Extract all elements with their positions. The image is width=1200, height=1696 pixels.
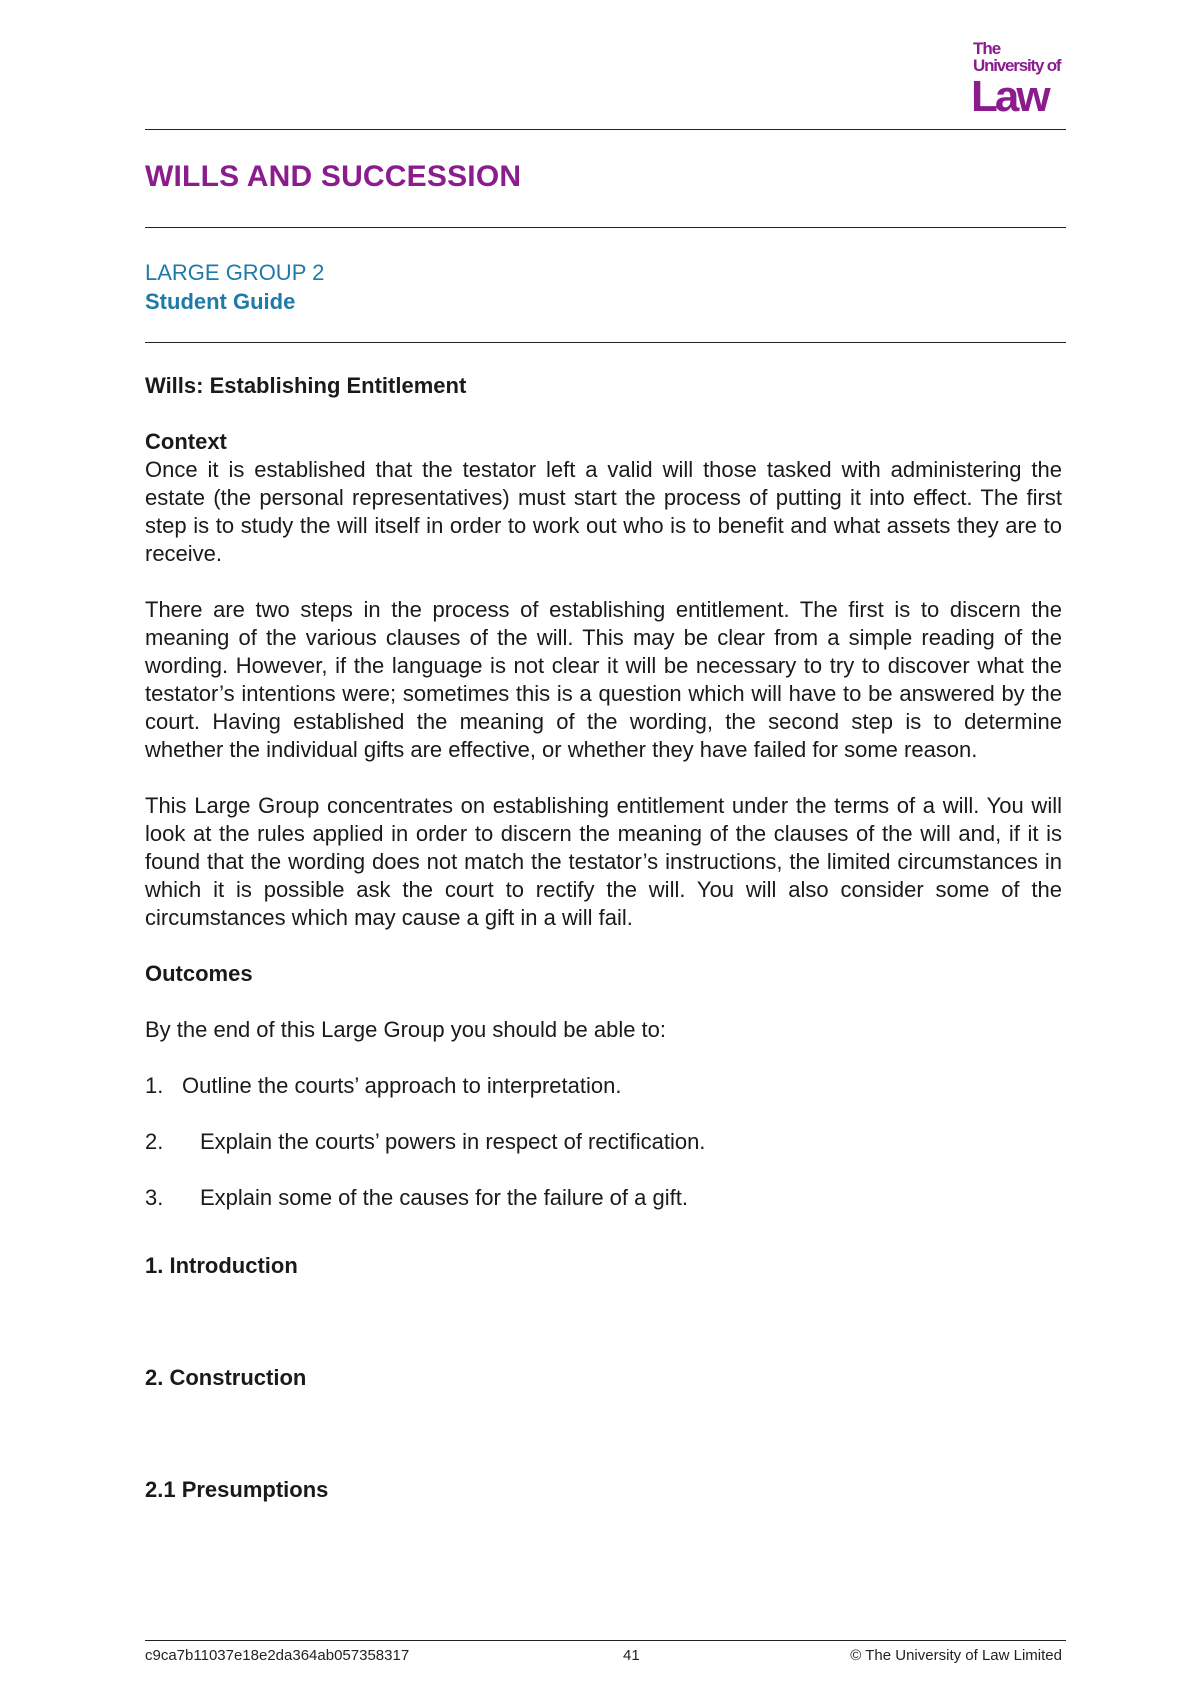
page-number: 41 — [623, 1647, 640, 1664]
section-heading-construction: 2. Construction — [145, 1365, 307, 1390]
outcome-text: Outline the courts’ approach to interpretation. — [182, 1073, 622, 1098]
footer-rule — [145, 1640, 1066, 1641]
section-heading-introduction: 1. Introduction — [145, 1253, 298, 1278]
context-paragraph-1: Once it is established that the testator left a valid will those tasked with administering the estate (the personal representatives) must start the process of putting it into effect. The first step is to study the will itself in order to work out who is to benefit and what assets they are to receive. — [145, 457, 1062, 566]
context-paragraph-2: There are two steps in the process of establishing entitlement. The first is to discern the meaning of the various clauses of the will. This may be clear from a simple reading of the wording. However, if the language is not clear it will be necessary to try to discover what the testator’s intentions were; sometimes this is a question which will have to be answered by the court. Having established the meaning of the wording, the second step is to determine whether the individual gifts are effective, or whether they have failed for some reason. — [145, 597, 1062, 762]
main-content — [145, 372, 1062, 1504]
outcome-text: Explain the courts’ powers in respect of rectification. — [200, 1129, 706, 1154]
outcome-number: 1. — [145, 1073, 164, 1098]
outcome-item-2 — [145, 1128, 1062, 1156]
outcome-number: 3. — [145, 1185, 164, 1210]
group-block — [145, 258, 324, 316]
outcome-number: 2. — [145, 1129, 164, 1154]
context-paragraph-3: This Large Group concentrates on establishing entitlement under the terms of a will. You will look at the rules applied in order to discern the meaning of the clauses of the will and, if it is found that the wording does not match the testator’s instructions, the limited circumstances in which it is possible ask the court to rectify the will. You will also consider some of the circumstances which may cause a gift in a will fail. — [145, 793, 1062, 930]
document-code: c9ca7b11037e18e2da364ab057358317 — [145, 1647, 410, 1664]
student-guide-label: Student Guide — [145, 289, 296, 314]
section-heading-presumptions: 2.1 Presumptions — [145, 1477, 329, 1502]
outcome-item-3 — [145, 1184, 1062, 1212]
outcomes-heading: Outcomes — [145, 961, 253, 986]
document-title: WILLS AND SUCCESSION — [145, 160, 522, 193]
logo-line-2: University of — [973, 56, 1061, 75]
context-heading: Context — [145, 429, 227, 454]
outcomes-intro: By the end of this Large Group you should be able to: — [145, 1017, 667, 1042]
group-label: LARGE GROUP 2 — [145, 260, 325, 285]
logo-line-3: Law — [971, 72, 1048, 121]
logo-line-1: The — [973, 39, 1001, 58]
top-rule — [145, 129, 1066, 130]
group-rule — [145, 342, 1066, 343]
outcome-item-1 — [145, 1072, 1062, 1100]
title-rule — [145, 227, 1066, 228]
copyright-notice: © The University of Law Limited — [850, 1647, 1062, 1664]
topic-heading: Wills: Establishing Entitlement — [145, 373, 467, 398]
outcome-text: Explain some of the causes for the failure of a gift. — [200, 1185, 688, 1210]
university-of-law-logo — [969, 38, 1069, 121]
